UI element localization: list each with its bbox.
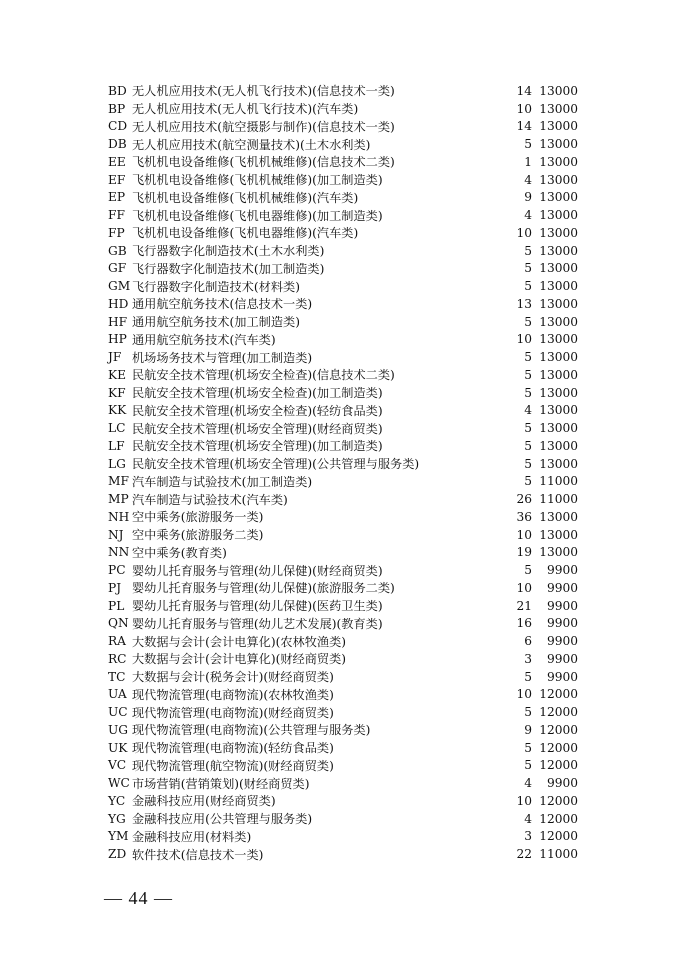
program-name: 机场场务技术与管理(加工制造类): [132, 350, 313, 365]
program-code: HP: [108, 332, 127, 347]
table-row: [108, 189, 578, 207]
table-row: [108, 402, 578, 420]
table-row: [108, 739, 578, 757]
program-code: UK: [108, 740, 128, 755]
table-row: [108, 348, 578, 366]
tuition-fee: 13000: [539, 314, 578, 329]
table-row: [108, 615, 578, 633]
program-name: 无人机应用技术(航空摄影与制作)(信息技术一类): [132, 119, 395, 134]
program-name: 通用航空航务技术(加工制造类): [132, 315, 300, 330]
program-name: 民航安全技术管理(机场安全管理)(公共管理与服务类): [132, 457, 420, 472]
enrollment-count: 5: [524, 137, 532, 152]
tuition-fee: 12000: [539, 687, 578, 702]
enrollment-count: 10: [516, 527, 532, 542]
program-name: 婴幼儿托育服务与管理(幼儿保健)(财经商贸类): [132, 563, 383, 578]
enrollment-count: 5: [524, 367, 532, 382]
table-row: [108, 703, 578, 721]
table-row: [108, 561, 578, 579]
table-row: [108, 118, 578, 136]
program-name: 无人机应用技术(无人机飞行技术)(汽车类): [132, 102, 359, 117]
tuition-fee: 13000: [539, 243, 578, 258]
table-row: [108, 242, 578, 260]
tuition-fee: 12000: [539, 811, 578, 826]
program-code: YC: [108, 793, 126, 808]
program-code: YG: [108, 811, 126, 826]
program-name: 现代物流管理(航空物流)(财经商贸类): [132, 758, 334, 773]
tuition-fee: 9900: [546, 634, 578, 649]
program-code: JF: [108, 350, 122, 365]
tuition-fee: 13000: [539, 137, 578, 152]
table-row: [108, 490, 578, 508]
program-code: MP: [108, 492, 129, 507]
program-code: FF: [108, 208, 125, 223]
table-row: [108, 828, 578, 846]
program-code: PJ: [108, 580, 122, 595]
tuition-fee: 13000: [539, 438, 578, 453]
enrollment-count: 5: [524, 279, 532, 294]
program-name: 飞机机电设备维修(飞机机械维修)(汽车类): [132, 190, 359, 205]
table-row: [108, 331, 578, 349]
table-row: [108, 153, 578, 171]
program-code: HD: [108, 296, 129, 311]
table-row: [108, 135, 578, 153]
tuition-fee: 12000: [539, 793, 578, 808]
table-row: [108, 579, 578, 597]
program-name: 空中乘务(旅游服务一类): [132, 510, 264, 525]
program-name: 现代物流管理(电商物流)(农林牧渔类): [132, 687, 334, 702]
table-row: [108, 544, 578, 562]
program-table: [108, 82, 578, 863]
table-row: [108, 526, 578, 544]
program-code: CD: [108, 119, 128, 134]
tuition-fee: 13000: [539, 296, 578, 311]
program-name: 通用航空航务技术(信息技术一类): [132, 297, 313, 312]
program-name: 无人机应用技术(航空测量技术)(土木水利类): [132, 137, 371, 152]
table-row: [108, 632, 578, 650]
program-name: 飞行器数字化制造技术(材料类): [132, 279, 300, 294]
program-code: LF: [108, 438, 125, 453]
table-row: [108, 82, 578, 100]
enrollment-count: 14: [516, 83, 532, 98]
program-name: 通用航空航务技术(汽车类): [132, 332, 276, 347]
program-code: RC: [108, 651, 127, 666]
table-row: [108, 508, 578, 526]
program-code: BD: [108, 83, 127, 98]
table-row: [108, 845, 578, 863]
enrollment-count: 5: [524, 705, 532, 720]
page-number: — 44 —: [104, 888, 173, 908]
table-row: [108, 384, 578, 402]
program-code: ZD: [108, 847, 127, 862]
enrollment-count: 5: [524, 438, 532, 453]
table-row: [108, 100, 578, 118]
enrollment-count: 9: [524, 190, 532, 205]
tuition-fee: 13000: [539, 509, 578, 524]
tuition-fee: 11000: [539, 492, 578, 507]
program-name: 大数据与会计(税务会计)(财经商贸类): [132, 670, 334, 685]
enrollment-count: 5: [524, 421, 532, 436]
program-name: 汽车制造与试验技术(汽车类): [132, 492, 288, 507]
table-row: [108, 597, 578, 615]
program-name: 金融科技应用(财经商贸类): [132, 794, 276, 809]
tuition-fee: 9900: [546, 580, 578, 595]
tuition-fee: 13000: [539, 456, 578, 471]
tuition-fee: 9900: [546, 563, 578, 578]
program-name: 软件技术(信息技术一类): [132, 847, 264, 862]
tuition-fee: 13000: [539, 527, 578, 542]
enrollment-count: 22: [516, 847, 532, 862]
program-code: GF: [108, 261, 127, 276]
program-name: 飞机机电设备维修(飞机电器维修)(汽车类): [132, 226, 359, 241]
program-name: 婴幼儿托育服务与管理(幼儿保健)(旅游服务二类): [132, 581, 395, 596]
program-name: 飞行器数字化制造技术(土木水利类): [132, 244, 325, 259]
table-row: [108, 295, 578, 313]
enrollment-count: 5: [524, 563, 532, 578]
enrollment-count: 6: [524, 634, 532, 649]
program-code: YM: [108, 829, 129, 844]
program-code: HF: [108, 314, 128, 329]
program-name: 民航安全技术管理(机场安全检查)(信息技术二类): [132, 368, 395, 383]
program-name: 民航安全技术管理(机场安全检查)(加工制造类): [132, 386, 383, 401]
enrollment-count: 5: [524, 261, 532, 276]
tuition-fee: 12000: [539, 722, 578, 737]
program-code: EF: [108, 172, 126, 187]
enrollment-count: 5: [524, 758, 532, 773]
table-row: [108, 792, 578, 810]
enrollment-count: 16: [516, 616, 532, 631]
program-code: VC: [108, 758, 127, 773]
table-row: [108, 473, 578, 491]
table-row: [108, 260, 578, 278]
enrollment-count: 5: [524, 474, 532, 489]
enrollment-count: 36: [516, 509, 532, 524]
table-row: [108, 650, 578, 668]
tuition-fee: 9900: [546, 669, 578, 684]
table-row: [108, 455, 578, 473]
enrollment-count: 5: [524, 669, 532, 684]
table-row: [108, 437, 578, 455]
tuition-fee: 13000: [539, 101, 578, 116]
enrollment-count: 5: [524, 740, 532, 755]
program-name: 婴幼儿托育服务与管理(幼儿艺术发展)(教育类): [132, 616, 383, 631]
program-code: BP: [108, 101, 126, 116]
program-name: 飞机机电设备维修(飞机机械维修)(加工制造类): [132, 173, 383, 188]
enrollment-count: 10: [516, 225, 532, 240]
enrollment-count: 26: [516, 492, 532, 507]
tuition-fee: 13000: [539, 385, 578, 400]
table-row: [108, 366, 578, 384]
enrollment-count: 1: [524, 154, 532, 169]
table-row: [108, 721, 578, 739]
program-code: UG: [108, 722, 129, 737]
tuition-fee: 13000: [539, 225, 578, 240]
program-code: QN: [108, 616, 129, 631]
tuition-fee: 12000: [539, 705, 578, 720]
program-name: 大数据与会计(会计电算化)(农林牧渔类): [132, 634, 347, 649]
program-code: NJ: [108, 527, 124, 542]
program-name: 金融科技应用(公共管理与服务类): [132, 812, 313, 827]
program-code: GB: [108, 243, 127, 258]
tuition-fee: 13000: [539, 350, 578, 365]
program-name: 婴幼儿托育服务与管理(幼儿保健)(医药卫生类): [132, 599, 383, 614]
program-code: DB: [108, 137, 127, 152]
program-code: PC: [108, 563, 126, 578]
program-name: 市场营销(营销策划)(财经商贸类): [132, 776, 310, 791]
program-code: NH: [108, 509, 130, 524]
enrollment-count: 5: [524, 350, 532, 365]
table-row: [108, 206, 578, 224]
program-name: 民航安全技术管理(机场安全管理)(财经商贸类): [132, 421, 383, 436]
program-name: 飞行器数字化制造技术(加工制造类): [132, 261, 325, 276]
program-name: 民航安全技术管理(机场安全检查)(轻纺食品类): [132, 403, 383, 418]
enrollment-count: 9: [524, 722, 532, 737]
program-code: UA: [108, 687, 127, 702]
tuition-fee: 9900: [546, 616, 578, 631]
tuition-fee: 13000: [539, 172, 578, 187]
enrollment-count: 13: [516, 296, 532, 311]
enrollment-count: 19: [516, 545, 532, 560]
program-code: GM: [108, 279, 131, 294]
program-name: 空中乘务(旅游服务二类): [132, 528, 264, 543]
enrollment-count: 3: [524, 829, 532, 844]
program-name: 无人机应用技术(无人机飞行技术)(信息技术一类): [132, 84, 395, 99]
program-code: TC: [108, 669, 126, 684]
program-code: LC: [108, 421, 126, 436]
program-name: 现代物流管理(电商物流)(财经商贸类): [132, 705, 334, 720]
tuition-fee: 13000: [539, 154, 578, 169]
table-row: [108, 419, 578, 437]
program-name: 民航安全技术管理(机场安全管理)(加工制造类): [132, 439, 383, 454]
enrollment-count: 5: [524, 314, 532, 329]
program-code: EP: [108, 190, 126, 205]
table-row: [108, 668, 578, 686]
table-row: [108, 774, 578, 792]
program-name: 汽车制造与试验技术(加工制造类): [132, 474, 313, 489]
table-row: [108, 686, 578, 704]
enrollment-count: 14: [516, 119, 532, 134]
tuition-fee: 13000: [539, 367, 578, 382]
table-row: [108, 757, 578, 775]
tuition-fee: 13000: [539, 332, 578, 347]
tuition-fee: 13000: [539, 261, 578, 276]
enrollment-count: 10: [516, 332, 532, 347]
program-name: 金融科技应用(材料类): [132, 829, 252, 844]
table-row: [108, 224, 578, 242]
program-name: 空中乘务(教育类): [132, 545, 227, 560]
tuition-fee: 9900: [546, 651, 578, 666]
enrollment-count: 5: [524, 385, 532, 400]
program-code: LG: [108, 456, 126, 471]
program-code: KE: [108, 367, 127, 382]
enrollment-count: 5: [524, 243, 532, 258]
table-row: [108, 171, 578, 189]
tuition-fee: 13000: [539, 403, 578, 418]
enrollment-count: 10: [516, 793, 532, 808]
table-row: [108, 277, 578, 295]
tuition-fee: 12000: [539, 758, 578, 773]
program-code: UC: [108, 705, 128, 720]
tuition-fee: 13000: [539, 190, 578, 205]
tuition-fee: 13000: [539, 119, 578, 134]
enrollment-count: 21: [516, 598, 532, 613]
enrollment-count: 4: [524, 776, 532, 791]
enrollment-count: 3: [524, 651, 532, 666]
tuition-fee: 13000: [539, 545, 578, 560]
program-name: 大数据与会计(会计电算化)(财经商贸类): [132, 652, 347, 667]
enrollment-count: 10: [516, 580, 532, 595]
enrollment-count: 5: [524, 456, 532, 471]
tuition-fee: 12000: [539, 740, 578, 755]
program-code: EE: [108, 154, 126, 169]
tuition-fee: 11000: [539, 847, 578, 862]
program-code: PL: [108, 598, 125, 613]
tuition-fee: 13000: [539, 208, 578, 223]
program-name: 飞机机电设备维修(飞机机械维修)(信息技术二类): [132, 155, 395, 170]
program-code: RA: [108, 634, 126, 649]
tuition-fee: 9900: [546, 598, 578, 613]
tuition-fee: 12000: [539, 829, 578, 844]
tuition-fee: 13000: [539, 279, 578, 294]
enrollment-count: 4: [524, 208, 532, 223]
tuition-fee: 9900: [546, 776, 578, 791]
tuition-fee: 13000: [539, 421, 578, 436]
tuition-fee: 11000: [539, 474, 578, 489]
program-code: KF: [108, 385, 126, 400]
program-name: 现代物流管理(电商物流)(公共管理与服务类): [132, 723, 371, 738]
table-row: [108, 810, 578, 828]
program-code: KK: [108, 403, 127, 418]
program-name: 现代物流管理(电商物流)(轻纺食品类): [132, 741, 334, 756]
tuition-fee: 13000: [539, 83, 578, 98]
enrollment-count: 10: [516, 687, 532, 702]
enrollment-count: 4: [524, 811, 532, 826]
program-name: 飞机机电设备维修(飞机电器维修)(加工制造类): [132, 208, 383, 223]
enrollment-count: 4: [524, 403, 532, 418]
program-code: NN: [108, 545, 130, 560]
enrollment-count: 4: [524, 172, 532, 187]
enrollment-count: 10: [516, 101, 532, 116]
program-code: WC: [108, 776, 130, 791]
program-code: FP: [108, 225, 125, 240]
program-code: MF: [108, 474, 129, 489]
table-row: [108, 313, 578, 331]
